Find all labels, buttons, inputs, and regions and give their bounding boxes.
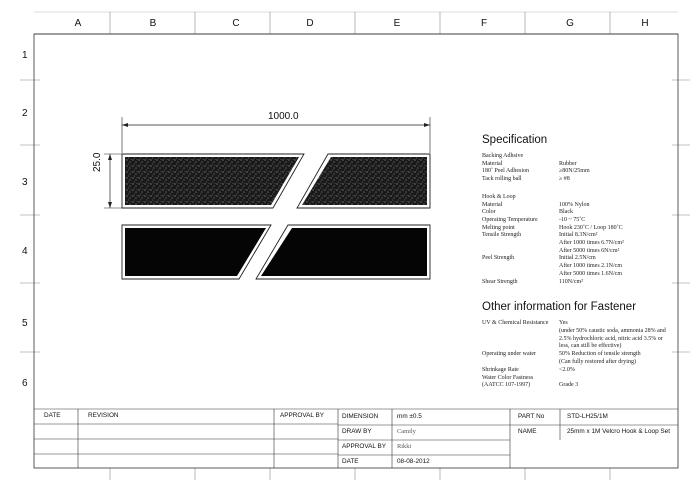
spec-value: ≥80N/25mm xyxy=(559,168,590,175)
backing-title: Backing Adhsive xyxy=(482,153,524,159)
spec-label: Shear Strength xyxy=(482,278,518,285)
column-label-e: E xyxy=(393,18,401,29)
spec-value: (Can fully restored after drying) xyxy=(559,359,636,365)
spec-value: Rubber xyxy=(559,160,577,167)
spec-value: 50% Reduction of tensile strength xyxy=(559,351,641,358)
spec-value: 100% Nylon xyxy=(559,201,590,208)
spec-value: 2.5% hydrochloric acid, nitric acid 3.5% or xyxy=(559,335,663,342)
spec-label: Material xyxy=(482,201,503,208)
spec-label: Tack rolling ball xyxy=(482,175,522,182)
column-label-h: H xyxy=(641,18,649,29)
spec-label: Water Color Fastness xyxy=(482,374,534,381)
spec-value: Hook 230˚C / Loop 180˚C xyxy=(559,224,623,231)
width-dimension-label: 1000.0 xyxy=(268,111,299,122)
spec-label: Material xyxy=(482,160,503,167)
spec-value: After 5000 times 1.6N/cm xyxy=(559,270,622,277)
spec-value: Initial 8.3N/cm² xyxy=(559,232,598,239)
column-label-g: G xyxy=(566,18,574,29)
column-label-c: C xyxy=(232,18,240,29)
name-value: 25mm x 1M Velcro Hook & Loop Set xyxy=(567,428,671,435)
name-label: NAME xyxy=(518,428,537,435)
spec-value: After 1000 times 2.1N/cm xyxy=(559,263,622,270)
spec-label: (AATCC 107-1997) xyxy=(482,382,531,389)
spec-label: UV & Chemical Resistance xyxy=(482,320,549,326)
spec-value: Initial 2.5N/cm xyxy=(559,255,596,262)
revision-column-header: REVISION xyxy=(88,412,119,419)
part-no-label: PART No xyxy=(518,413,545,420)
draw-by-label: DRAW BY xyxy=(342,428,372,435)
height-dimension-label: 25.0 xyxy=(92,152,103,172)
row-label-6: 6 xyxy=(22,378,28,389)
row-label-3: 3 xyxy=(22,177,28,188)
spec-label: Tensile Strength xyxy=(482,232,522,239)
spec-value: Yes xyxy=(559,320,568,326)
spec-value: less, can still be effective) xyxy=(559,343,622,350)
spec-label: Color xyxy=(482,209,496,216)
spec-label: Shrinkage Rate xyxy=(482,366,519,373)
spec-value: 110N/cm² xyxy=(559,278,583,285)
spec-value: <2.0% xyxy=(559,366,575,373)
date-column-header: DATE xyxy=(44,412,61,419)
spec-value: -10 ~ 75˚C xyxy=(559,216,586,223)
row-label-5: 5 xyxy=(22,318,28,329)
spec-value: (under 50% caustic soda, ammonia 28% and xyxy=(559,327,666,334)
spec-label: Operating Temperature xyxy=(482,216,538,223)
spec-value: After 5000 times 6N/cm² xyxy=(559,247,620,254)
column-label-a: A xyxy=(74,18,82,29)
row-label-2: 2 xyxy=(22,108,28,119)
row-label-4: 4 xyxy=(22,246,28,257)
spec-value: After 1000 times 6.7N/cm² xyxy=(559,240,624,246)
dimension-value: mm ±0.5 xyxy=(397,413,422,420)
specification-title: Specification xyxy=(482,134,548,146)
spec-label: 180˚ Peel Adhesion xyxy=(482,168,529,175)
spec-value: Grade 3 xyxy=(559,382,579,389)
column-label-d: D xyxy=(306,18,314,29)
spec-label: Operating under water xyxy=(482,351,536,358)
draw-by-value: Camily xyxy=(397,428,416,435)
dimension-label: DIMENSION xyxy=(342,413,379,420)
spec-value: Black xyxy=(559,209,573,216)
column-label-f: F xyxy=(480,18,488,29)
spec-label: Melting point xyxy=(482,224,515,231)
spec-value: ≥ #8 xyxy=(559,175,570,182)
date-value: 08-08-2012 xyxy=(397,458,430,465)
hook-loop-title: Hook & Loop xyxy=(482,194,516,200)
spec-label: Peel Strength xyxy=(482,255,515,262)
date-label: DATE xyxy=(342,458,359,465)
part-no-value: STD-LH25/1M xyxy=(567,413,608,420)
approval-column-header: APPROVAL BY xyxy=(280,412,325,419)
other-info-title: Other information for Fastener xyxy=(482,301,637,313)
approval-by-value: Rikki xyxy=(397,443,412,450)
row-label-1: 1 xyxy=(22,50,28,61)
column-label-b: B xyxy=(149,18,157,29)
approval-by-label: APPROVAL BY xyxy=(342,443,387,450)
